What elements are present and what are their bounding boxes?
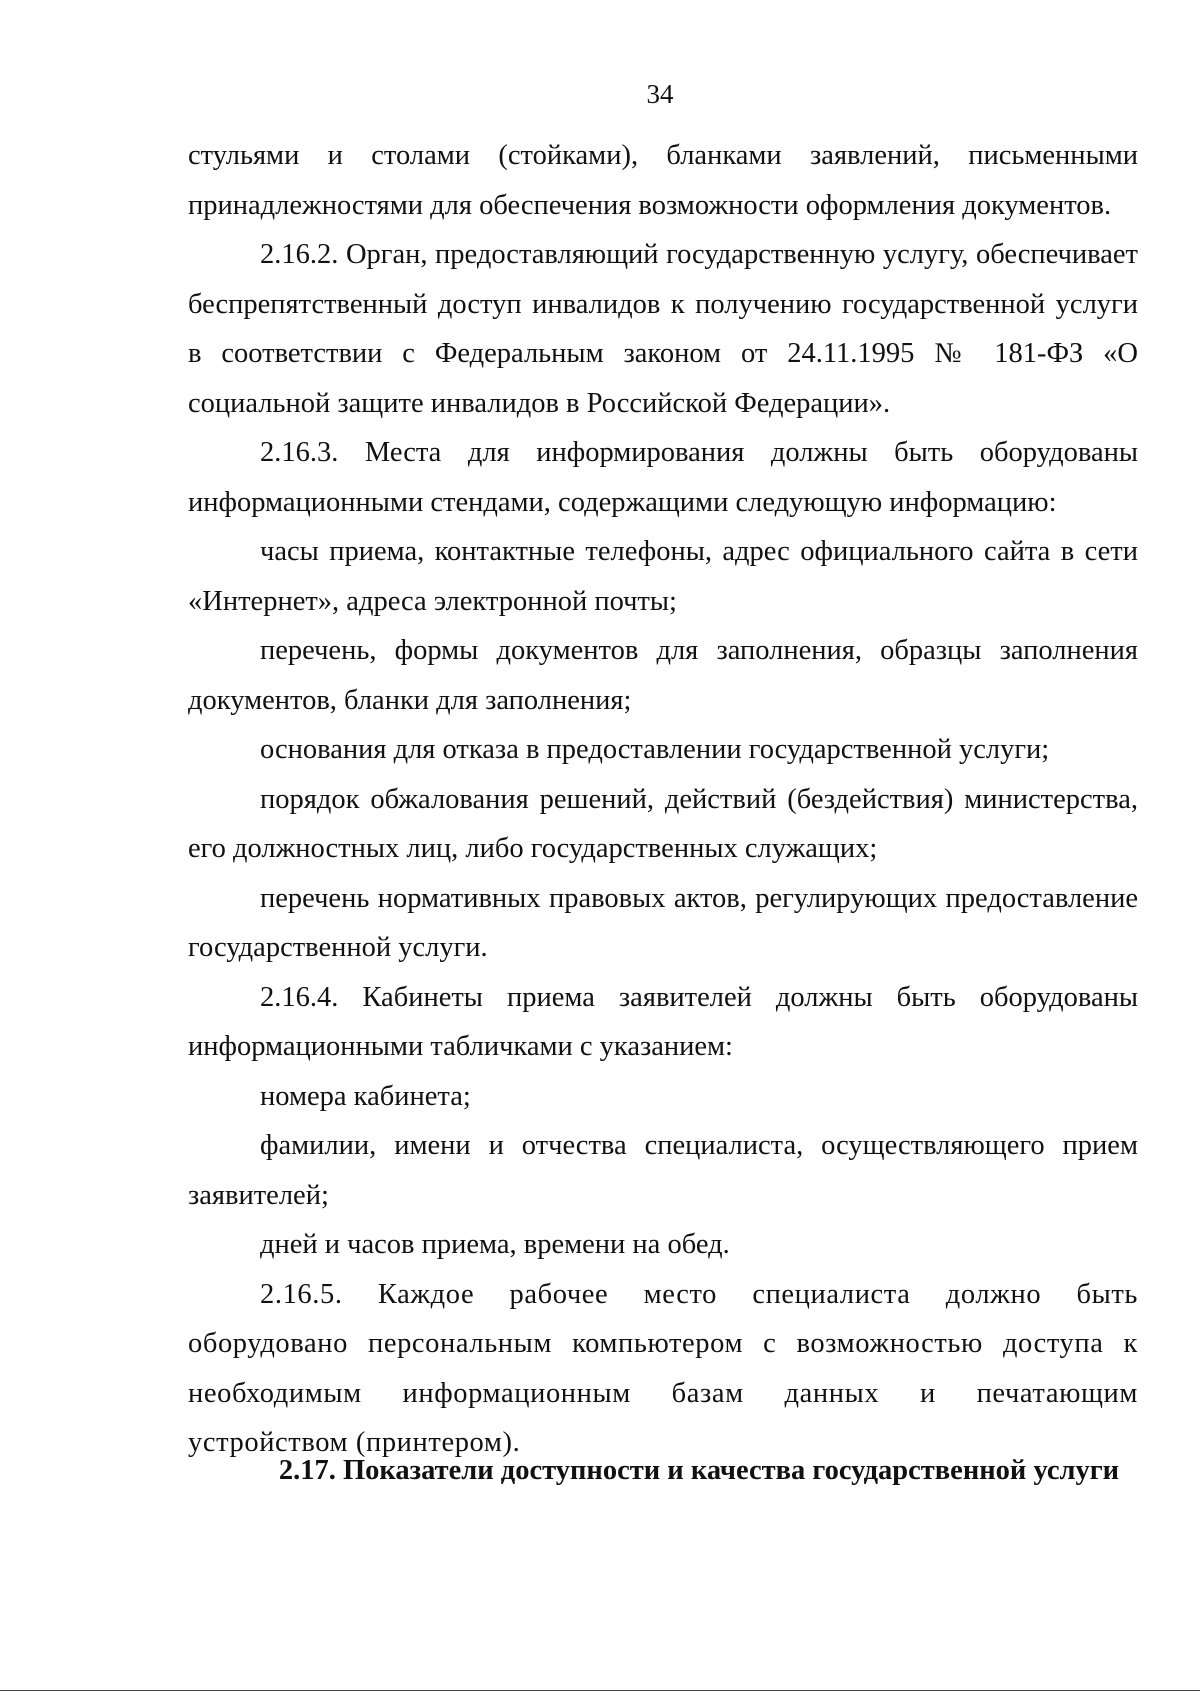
paragraph-2-16-2: 2.16.2. Орган, предоставляющий государственную услугу, обеспечивает беспрепятственный доступ инвалидов к получению государственной услуги в соответствии с Федеральным законом от 24.11.1995 № 181-ФЗ «О социальной защите инвалидов в Российской Федерации».: [188, 239, 1138, 419]
paragraph-2-16-3: 2.16.3. Места для информирования должны быть оборудованы информационными стендами, содержащими следующую информацию:: [188, 437, 1138, 518]
list-item-forms: перечень, формы документов для заполнения, образцы заполнения документов, бланки для заполнения;: [188, 635, 1138, 716]
bottom-rule: [0, 1690, 1200, 1691]
list-item-room-number: номера кабинета;: [260, 1080, 471, 1112]
paragraph-2-16-5: 2.16.5. Каждое рабочее место специалиста должно быть оборудовано персональным компьютером с возможностью доступа к необходимым информационным базам данных и печатающим устройством (принтером).: [188, 1278, 1138, 1458]
body-text: [188, 131, 1138, 1468]
list-item-regulations: перечень нормативных правовых актов, регулирующих предоставление государственной услуги.: [188, 882, 1138, 963]
section-heading: 2.17. Показатели доступности и качества государственной услуги: [278, 1455, 1120, 1486]
list-item-refusal-grounds: основания для отказа в предоставлении государственной услуги;: [260, 734, 1050, 765]
list-item-contacts: часы приема, контактные телефоны, адрес официального сайта в сети «Интернет», адреса электронной почты;: [188, 536, 1138, 617]
paragraph-2-16-4: 2.16.4. Кабинеты приема заявителей должны быть оборудованы информационными табличками с указанием:: [188, 981, 1138, 1062]
page-number: 34: [646, 79, 674, 109]
list-item-appeal-procedure: порядок обжалования решений, действий (бездействия) министерства, его должностных лиц, либо государственных служащих;: [188, 783, 1138, 864]
list-item-specialist-name: фамилии, имени и отчества специалиста, осуществляющего прием заявителей;: [188, 1130, 1138, 1211]
list-item-hours: дней и часов приема, времени на обед.: [260, 1229, 730, 1260]
paragraph-continuation: стульями и столами (стойками), бланками заявлений, письменными принадлежностями для обеспечения возможности оформления документов.: [188, 140, 1138, 221]
